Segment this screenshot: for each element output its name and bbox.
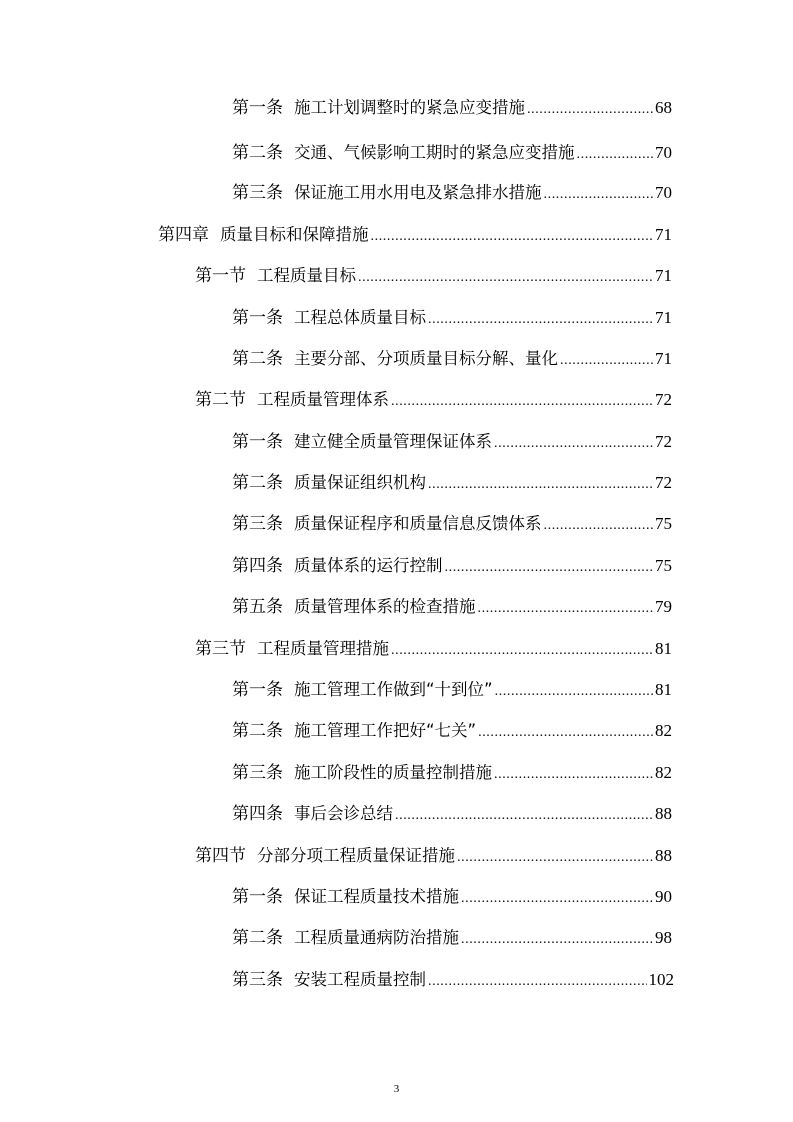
toc-entry-title: 保证施工用水用电及紧急排水措施 (294, 183, 542, 202)
toc-entry-number: 第一条 (232, 887, 283, 907)
toc-entry-title: 主要分部、分项质量目标分解、量化 (294, 349, 558, 368)
toc-entry-title: 施工管理工作做到“十到位” (294, 680, 493, 699)
toc-entry-page: 81 (655, 680, 672, 699)
toc-entry-page: 71 (655, 349, 672, 368)
toc-entry-page: 102 (648, 970, 674, 989)
toc-entry-number: 第三条 (232, 514, 283, 534)
toc-entry-number: 第四节 (195, 846, 246, 866)
toc-entry[interactable] (232, 510, 672, 538)
toc-entry-number: 第三条 (232, 970, 283, 990)
toc-entry[interactable] (232, 966, 674, 994)
dot-leader (494, 430, 653, 458)
dot-leader (358, 264, 653, 292)
toc-entry-number: 第二条 (232, 928, 283, 948)
toc-entry-title: 交通、气候影响工期时的紧急应变措施 (294, 143, 575, 162)
toc-entry[interactable] (232, 883, 672, 911)
toc-entry-page: 68 (655, 98, 672, 117)
toc-entry-title: 施工阶段性的质量控制措施 (294, 763, 492, 782)
dot-leader (461, 885, 653, 913)
toc-entry-number: 第四条 (232, 556, 283, 576)
dot-leader (395, 802, 653, 830)
toc-entry-number: 第二条 (232, 473, 283, 493)
dot-leader (391, 388, 653, 416)
dot-leader (577, 141, 654, 169)
toc-entry-number: 第二条 (232, 349, 283, 369)
toc-entry-page: 71 (655, 308, 672, 327)
toc-entry-title: 施工计划调整时的紧急应变措施 (294, 98, 525, 117)
toc-entry-title: 安装工程质量控制 (294, 970, 426, 989)
toc-entry[interactable] (232, 552, 672, 580)
toc-entry-number: 第四条 (232, 804, 283, 824)
toc-entry-title: 保证工程质量技术措施 (294, 887, 459, 906)
toc-entry-number: 第一条 (232, 432, 283, 452)
toc-entry-number: 第二条 (232, 143, 283, 163)
toc-entry[interactable] (232, 676, 672, 704)
toc-entry-number: 第五条 (232, 597, 283, 617)
toc-entry-number: 第一条 (232, 308, 283, 328)
toc-entry-title: 施工管理工作把好“七关” (294, 721, 477, 740)
dot-leader (428, 306, 653, 334)
toc-entry-title: 质量体系的运行控制 (294, 556, 443, 575)
toc-entry-number: 第一节 (195, 266, 246, 286)
toc-entry-page: 70 (655, 183, 672, 202)
toc-entry[interactable] (232, 94, 672, 122)
toc-entry[interactable] (232, 428, 672, 456)
dot-leader (371, 223, 654, 251)
toc-entry-title: 工程质量管理措施 (257, 639, 389, 658)
toc-entry[interactable] (232, 469, 672, 497)
toc-entry-number: 第三条 (232, 183, 283, 203)
toc-entry[interactable] (232, 345, 672, 373)
toc-entry-section[interactable] (195, 842, 672, 870)
toc-entry-number: 第三条 (232, 763, 283, 783)
toc-entry-title: 工程质量目标 (257, 266, 356, 285)
toc-entry-title: 工程总体质量目标 (294, 308, 426, 327)
toc-entry[interactable] (232, 139, 672, 167)
toc-entry-page: 75 (655, 556, 672, 575)
toc-entry-section[interactable] (195, 262, 672, 290)
toc-entry-page: 88 (655, 846, 672, 865)
toc-entry-chapter[interactable] (158, 221, 672, 249)
toc-entry-title: 质量管理体系的检查措施 (294, 597, 476, 616)
toc-entry-page: 71 (655, 266, 672, 285)
toc-entry[interactable] (232, 179, 672, 207)
dot-leader (428, 471, 653, 499)
toc-entry-page: 82 (655, 763, 672, 782)
toc-entry[interactable] (232, 717, 672, 745)
dot-leader (495, 678, 653, 706)
toc-entry-page: 72 (655, 390, 672, 409)
toc-entry-section[interactable] (195, 386, 672, 414)
toc-entry-page: 98 (655, 928, 672, 947)
dot-leader (445, 554, 654, 582)
toc-entry-page: 79 (655, 597, 672, 616)
toc-entry-number: 第一条 (232, 98, 283, 118)
dot-leader (457, 844, 653, 872)
toc-entry[interactable] (232, 924, 672, 952)
dot-leader (544, 512, 654, 540)
toc-entry-number: 第二条 (232, 721, 283, 741)
toc-entry-page: 70 (655, 143, 672, 162)
toc-entry-title: 工程质量通病防治措施 (294, 928, 459, 947)
toc-entry-title: 质量保证组织机构 (294, 473, 426, 492)
dot-leader (461, 926, 653, 954)
toc-entry-number: 第四章 (158, 225, 209, 245)
toc-entry-page: 82 (655, 721, 672, 740)
toc-entry-number: 第一条 (232, 680, 283, 700)
toc-entry-title: 质量目标和保障措施 (220, 225, 369, 244)
dot-leader (560, 347, 653, 375)
toc-entry-title: 事后会诊总结 (294, 804, 393, 823)
toc-entry[interactable] (232, 800, 672, 828)
toc-entry-number: 第二节 (195, 390, 246, 410)
dot-leader (428, 968, 647, 996)
dot-leader (494, 761, 653, 789)
page-number: 3 (393, 1083, 400, 1095)
toc-entry[interactable] (232, 593, 672, 621)
toc-entry-page: 72 (655, 432, 672, 451)
toc-entry[interactable] (232, 759, 672, 787)
toc-entry-title: 质量保证程序和质量信息反馈体系 (294, 514, 542, 533)
toc-entry-page: 88 (655, 804, 672, 823)
dot-leader (478, 595, 654, 623)
toc-entry-page: 71 (655, 225, 672, 244)
toc-entry[interactable] (232, 304, 672, 332)
toc-entry-title: 工程质量管理体系 (257, 390, 389, 409)
dot-leader (478, 719, 653, 747)
toc-entry-page: 81 (655, 639, 672, 658)
toc-entry-page: 90 (655, 887, 672, 906)
dot-leader (527, 96, 653, 124)
toc-entry-title: 分部分项工程质量保证措施 (257, 846, 455, 865)
toc-entry-number: 第三节 (195, 639, 246, 659)
toc-entry-page: 72 (655, 473, 672, 492)
toc-entry-title: 建立健全质量管理保证体系 (294, 432, 492, 451)
toc-entry-page: 75 (655, 514, 672, 533)
dot-leader (544, 181, 654, 209)
toc-entry-section[interactable] (195, 635, 672, 663)
dot-leader (391, 637, 653, 665)
